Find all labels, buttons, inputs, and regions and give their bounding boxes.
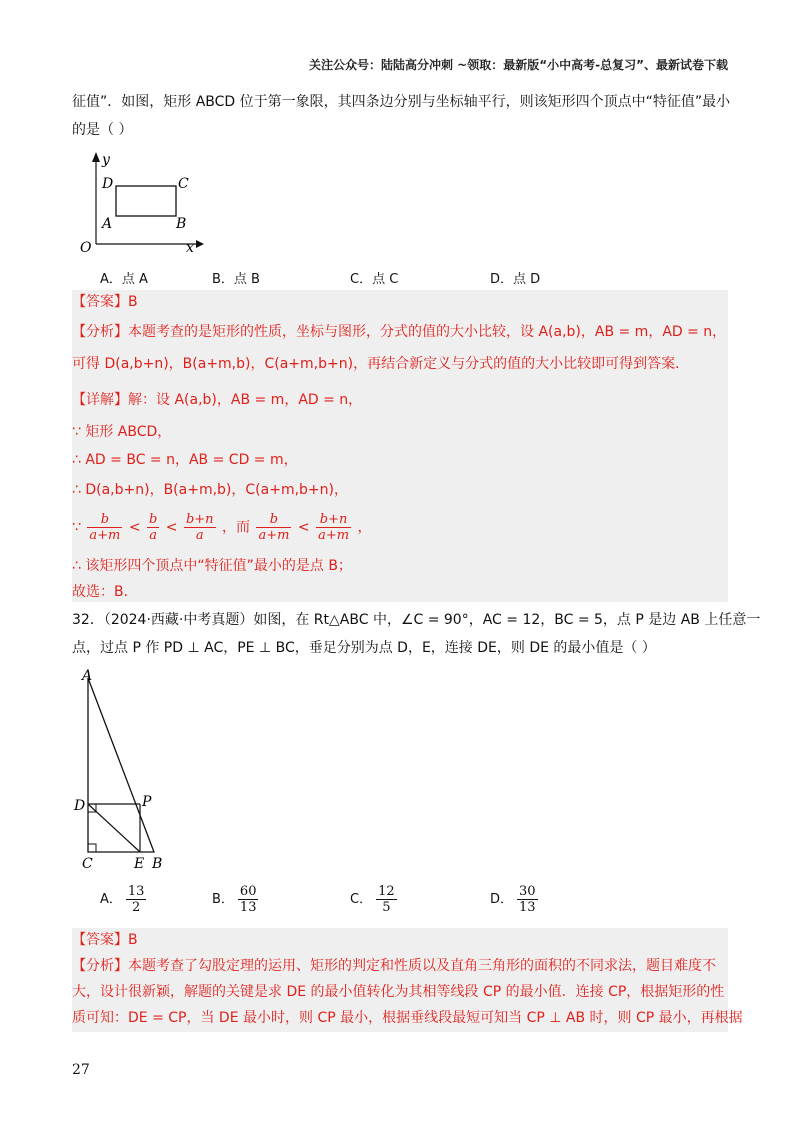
page-number: 27: [72, 1062, 90, 1078]
fraction-b-plus-n-over-a: $\frac{b+n}{a}$: [185, 512, 214, 543]
q31-detail-line2: ∵ 矩形 ABCD，: [72, 424, 172, 440]
q32-analysis-line1: 【分析】本题考查了勾股定理的运用、矩形的判定和性质以及直角三角形的面积的不同求法，题目难度不: [72, 958, 716, 974]
less-than: <: [165, 519, 178, 536]
q32-analysis-line2: 大，设计很新颖，解题的关键是求 DE 的最小值转化为其相等线段 CP 的最小值．连接 CP，根据矩形的性: [72, 984, 725, 1000]
q32-text-line1: 32．（2024·西藏·中考真题）如图，在 Rt△ABC 中，∠C = 90°，AC = 12，BC = 5，点 P 是边 AB 上任意一: [72, 612, 761, 628]
axis-y-label: y: [102, 152, 110, 168]
q31-detail-line3: ∴ AD = BC = n，AB = CD = m，: [72, 452, 298, 468]
q32-text-line2: 点，过点 P 作 PD ⊥ AC，PE ⊥ BC，垂足分别为点 D，E，连接 DE，则 DE 的最小值是（ ）: [72, 640, 656, 656]
q32-option-a[interactable]: A． $\frac{13}{2}$: [100, 884, 145, 915]
q31-analysis-line1: 【分析】本题考查的是矩形的性质，坐标与图形，分式的值的大小比较，设 A(a,b)，AB = m，AD = n，: [72, 324, 727, 340]
q32-option-b[interactable]: B． $\frac{60}{13}$: [212, 884, 257, 915]
q32-option-d[interactable]: D． $\frac{30}{13}$: [490, 884, 536, 915]
q31-detail-line1: 【详解】解：设 A(a,b)，AB = m，AD = n，: [72, 392, 363, 408]
q31-text-line1: 征值”．如图，矩形 ABCD 位于第一象限，其四条边分别与坐标轴平行，则该矩形四个顶点中“特征值”最小: [72, 94, 731, 110]
point-e-label: E: [134, 856, 145, 872]
point-p-label: P: [142, 794, 152, 810]
point-d-label: D: [74, 798, 86, 814]
q31-option-d[interactable]: D．点 D: [490, 272, 541, 287]
q32-figure-right-triangle: [72, 664, 182, 874]
vertex-b-label: B: [176, 216, 187, 232]
q31-option-a[interactable]: A．点 A: [100, 272, 148, 287]
q31-detail-line7: 故选：B．: [72, 584, 138, 600]
q32-option-c[interactable]: C． $\frac{12}{5}$: [350, 884, 395, 915]
q31-detail-line5: [72, 512, 372, 543]
axis-x-label: x: [186, 240, 194, 256]
because-symbol: ∵: [72, 519, 81, 536]
comma: ，: [357, 519, 372, 536]
vertex-d-label: D: [102, 176, 114, 192]
q31-detail-line4: ∴ D(a,b+n)，B(a+m,b)，C(a+m,b+n)，: [72, 482, 348, 498]
vertex-c-label: C: [178, 176, 189, 192]
origin-label: O: [80, 240, 92, 256]
q31-figure-rectangle-axes: [72, 148, 212, 258]
q31-text-line2: 的是（ ）: [72, 122, 133, 138]
fraction-b-plus-n-over-a-plus-m: $\frac{b+n}{a+m}$: [318, 512, 350, 543]
vertex-a-label: A: [102, 216, 113, 232]
vertex-c-label: C: [82, 856, 93, 872]
vertex-a-label: A: [82, 668, 93, 684]
q31-option-b[interactable]: B．点 B: [212, 272, 260, 287]
vertex-b-label: B: [152, 856, 163, 872]
page-header: 关注公众号：陆陆高分冲刺 ~领取：最新版“小中高考-总复习”、最新试卷下载: [309, 58, 728, 72]
q32-answer: 【答案】B: [72, 932, 138, 948]
less-than: <: [297, 519, 310, 536]
q31-detail-line6: ∴ 该矩形四个顶点中“特征值”最小的是点 B；: [72, 558, 352, 574]
less-than: <: [128, 519, 141, 536]
fraction-b-over-a-plus-m: $\frac{b}{a+m}$: [89, 512, 121, 543]
q32-analysis-line3: 质可知：DE = CP，当 DE 最小时，则 CP 最小，根据垂线段最短可知当 CP ⊥ AB 时，则 CP 最小，再根据: [72, 1010, 743, 1026]
fraction-b-over-a: $\frac{b}{a}$: [149, 512, 158, 543]
q31-answer: 【答案】B: [72, 294, 138, 310]
q31-analysis-line2: 可得 D(a,b+n)，B(a+m,b)，C(a+m,b+n)，再结合新定义与分式的值的大小比较即可得到答案．: [72, 356, 690, 372]
q31-option-c[interactable]: C．点 C: [350, 272, 399, 287]
and-text: ，而: [222, 519, 251, 536]
fraction-b-over-a-plus-m-2: $\frac{b}{a+m}$: [258, 512, 290, 543]
